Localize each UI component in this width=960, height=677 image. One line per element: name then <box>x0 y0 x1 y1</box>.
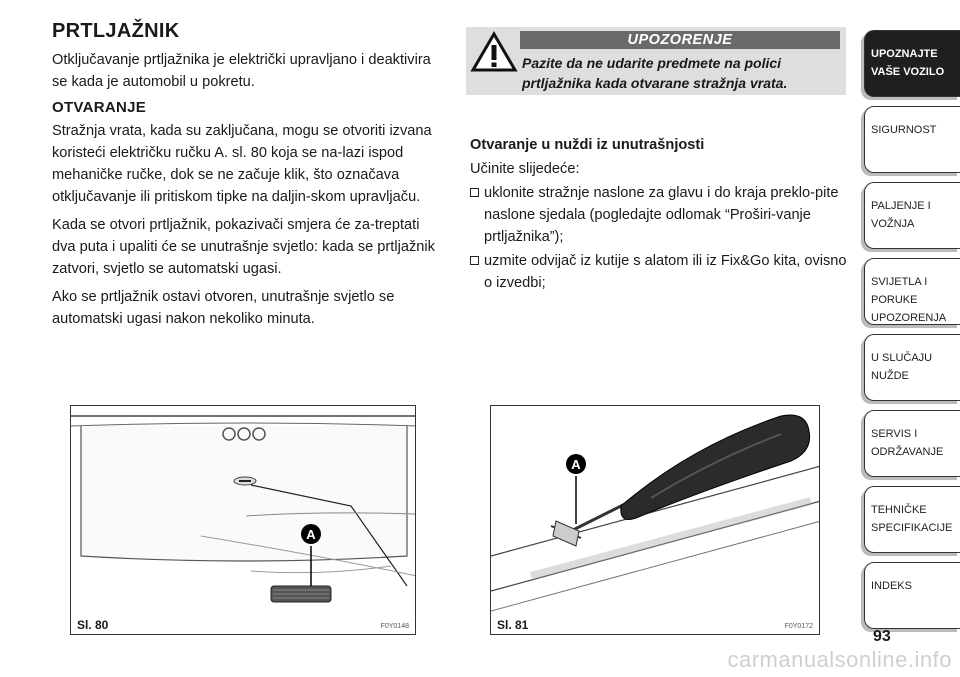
tab-label-line2: NUŽDE <box>871 370 909 382</box>
warning-box <box>466 27 846 95</box>
warning-text: Pazite da ne udarite predmete na polici prtljažnika kada otvarane stražnja vrata. <box>522 55 788 91</box>
figure-80-code: F0Y0148 <box>380 623 409 630</box>
tab-label-line2: VAŠE VOZILO <box>871 66 945 78</box>
tab-label-line1: U SLUČAJU <box>871 352 933 364</box>
paragraph-2: Kada se otvori prtljažnik, pokazivači smjera će za-treptati dva puta i upaliti će se unutrašnje svjetlo: kada se prtljažnik zatvori, svjetlo se automatski ugasi. <box>52 217 435 277</box>
tab-label-line1: INDEKS <box>871 580 912 592</box>
tab-label-line2: VOŽNJA <box>871 218 915 230</box>
tab-upoznajte[interactable] <box>864 30 960 97</box>
tab-tehnicke[interactable] <box>864 486 960 553</box>
tab-indeks[interactable] <box>864 562 960 629</box>
intro-paragraph: Otključavanje prtljažnika je električki upravljano i deaktivira se kada je automobil u pokretu. <box>52 52 431 90</box>
tab-label-line1: TEHNIČKE <box>871 504 927 516</box>
section-title: PRTLJAŽNIK <box>52 20 180 42</box>
tab-sigurnost[interactable] <box>864 106 960 173</box>
list-item-text: uzmite odvijač iz kutije s alatom ili iz Fix&Go kita, ovisno o izvedbi; <box>484 253 847 291</box>
tab-nuzde[interactable] <box>864 334 960 401</box>
figure-81-code: F0Y0172 <box>784 623 813 630</box>
list-item-text: uklonite stražnje naslone za glavu i do kraja preklo-pite naslone sjedala (pogledajte odlomak “Proširi-vanje prtljažnika”); <box>484 185 839 245</box>
screwdriver-illustration <box>491 406 820 635</box>
page-number: 93 <box>873 628 891 645</box>
paragraph-1: Stražnja vrata, kada su zaključana, mogu se otvoriti izvana koristeći električku ručku A. sl. 80 koja se na-lazi ispod mehaničke ručke, dok se ne začuje klik, što označava otključavanje ili pritiskom tipke na daljin-skom upravljaču. <box>52 123 432 205</box>
tab-label-line1: PALJENJE I <box>871 200 931 212</box>
figure-81-callout: A <box>571 457 581 472</box>
tab-label-line1: SIGURNOST <box>871 124 937 136</box>
list-item <box>470 250 850 294</box>
warning-title: UPOZORENJE <box>520 31 840 49</box>
emergency-heading: Otvaranje u nuždi iz unutrašnjosti <box>470 137 705 153</box>
tab-label-line2: UPOZORENJA <box>871 312 947 324</box>
figure-80 <box>70 405 416 635</box>
emergency-intro: Učinite slijedeće: <box>470 161 580 177</box>
paragraph-3: Ako se prtljažnik ostavi otvoren, unutrašnje svjetlo se automatski ugasi nakon nekoliko minuta. <box>52 289 395 327</box>
watermark: carmanualsonline.info <box>727 647 952 672</box>
tab-label-line1: SVIJETLA I PORUKE <box>871 276 928 306</box>
chapter-tabs <box>864 30 960 638</box>
left-column <box>52 20 444 336</box>
right-column <box>470 134 850 296</box>
tab-paljenje[interactable] <box>864 182 960 249</box>
tab-label-line2: ODRŽAVANJE <box>871 446 944 458</box>
checkbox-bullet-icon <box>470 188 479 197</box>
tab-svijetla[interactable] <box>864 258 960 325</box>
tab-label-line2: SPECIFIKACIJE <box>871 522 953 534</box>
figure-80-label: Sl. 80 <box>77 618 109 632</box>
checkbox-bullet-icon <box>470 256 479 265</box>
figure-81-label: Sl. 81 <box>497 618 529 632</box>
tab-label-line1: UPOZNAJTE <box>871 48 938 60</box>
tailgate-illustration <box>71 406 416 635</box>
warning-triangle-icon <box>470 31 518 73</box>
tab-label-line1: SERVIS I <box>871 428 918 440</box>
list-item <box>470 182 850 248</box>
subsection-title: OTVARANJE <box>52 99 147 116</box>
tab-servis[interactable] <box>864 410 960 477</box>
figure-81 <box>490 405 820 635</box>
figure-80-callout: A <box>306 527 316 542</box>
